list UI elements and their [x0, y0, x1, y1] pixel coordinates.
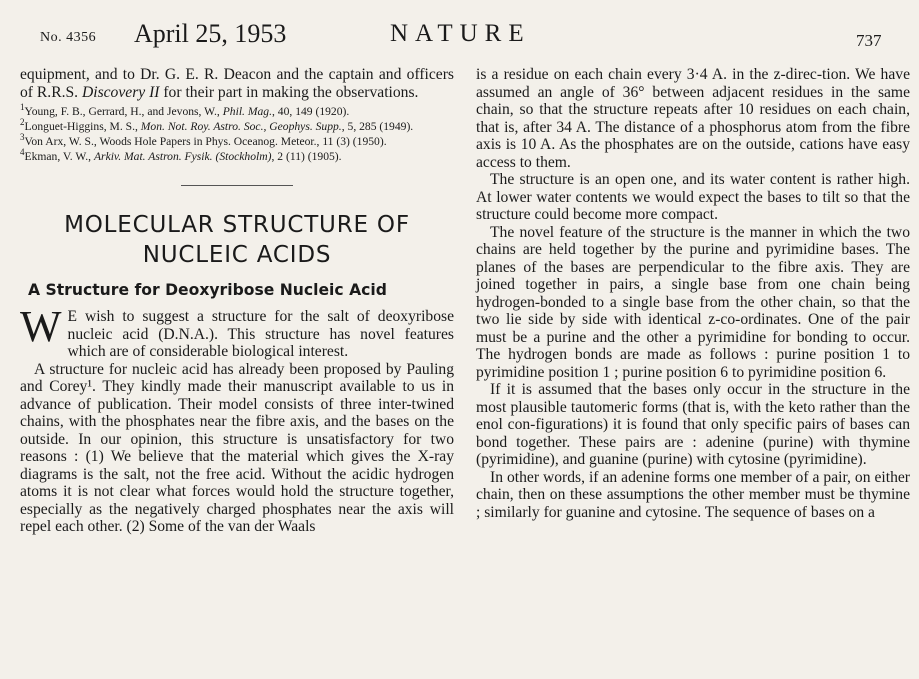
paragraph: W E wish to suggest a structure for the salt of deoxyribose nucleic acid (D.N.A.). This structure has novel features which are of considerable biological interest. [20, 302, 454, 360]
paragraph: The novel feature of the structure is the manner in which the two chains are held together by the purine and pyrimidine bases. The planes of the bases are perpendicular to the fibre axis. They are joined together in pairs, a single base from one chain being hydrogen-bonded to a single base from the other chain, so that the two lie side by side with identical z-co-ordinates. One of the pair must be a purine and the other a pyrimidine for bonding to occur. The hydrogen bonds are made as follows : purine position 1 to pyrimidine position 1 ; purine position 6 to pyrimidine position 6. [476, 223, 910, 381]
right-column [476, 66, 910, 521]
reference-item: $^3$Von Arx, W. S., Woods Hole Papers in Phys. Oceanog. Meteor., 11 (3) (1950). [20, 132, 387, 148]
reference-item: $^1$Young, F. B., Gerrard, H., and Jevons, W., Phil. Mag., 40, 149 (1920). [20, 102, 350, 118]
reference-item: $^2$Longuet-Higgins, M. S., Mon. Not. Roy. Astro. Soc., Geophys. Supp., 5, 285 (1949). [20, 117, 414, 133]
acknowledgement-text: equipment, and to Dr. G. E. R. Deacon and the captain and officers of R.R.S. Discovery II for their part in making the observations. [20, 66, 454, 101]
reference-item: $^4$Ekman, V. W., Arkiv. Mat. Astron. Fysik. (Stockholm), 2 (11) (1905). [20, 147, 342, 163]
issue-date: April 25, 1953 [134, 19, 287, 48]
paragraph: If it is assumed that the bases only occur in the structure in the most plausible tautomeric forms (that is, with the keto rather than the enol con-figurations) it is found that only specific pairs of bases can bond together. These pairs are : adenine (purine) with thymine (pyrimidine), and guanine (purine) with cytosine (pyrimidine). [476, 381, 910, 468]
journal-name: NATURE [390, 20, 531, 47]
section-divider [181, 185, 293, 186]
article-title: MOLECULAR STRUCTURE OF NUCLEIC ACIDS [64, 212, 410, 268]
page-number: 737 [856, 31, 882, 50]
paragraph: is a residue on each chain every 3·4 A. in the z-direc-tion. We have assumed an angle of 36° between adjacent residues in the same chain, so that the structure repeats after 10 residues on each chain, that is, after 34 A. The distance of a phosphorus atom from the fibre axis is 10 A. As the phosphates are on the outside, cations have easy access to them. [476, 66, 910, 171]
page-header [0, 0, 919, 60]
left-column [20, 66, 454, 536]
paragraph: The structure is an open one, and its water content is rather high. At lower water contents we would expect the bases to tilt so that the structure could become more compact. [476, 171, 910, 223]
ship-name: Discovery II [81, 83, 160, 101]
reference-list [20, 102, 454, 163]
article-subtitle: A Structure for Deoxyribose Nucleic Acid [28, 281, 387, 299]
paragraph: A structure for nucleic acid has already been proposed by Pauling and Corey¹. They kindly made their manuscript available to us in advance of publication. Their model consists of three inter-twined chains, with the phosphates near the fibre axis, and the bases on the outside. In our opinion, this structure is unsatisfactory for two reasons : (1) We believe that the material which gives the X-ray diagrams is the salt, not the free acid. Without the acidic hydrogen atoms it is not clear what forces would hold the structure together, especially as the negatively charged phosphates near the axis will repel each other. (2) Some of the van der Waals [20, 360, 454, 535]
paragraph: In other words, if an adenine forms one member of a pair, on either chain, then on these assumptions the other member must be thymine ; similarly for guanine and cytosine. The sequence of bases on a [476, 468, 910, 521]
issue-number: No. 4356 [40, 30, 97, 45]
drop-cap: W [20, 302, 62, 351]
